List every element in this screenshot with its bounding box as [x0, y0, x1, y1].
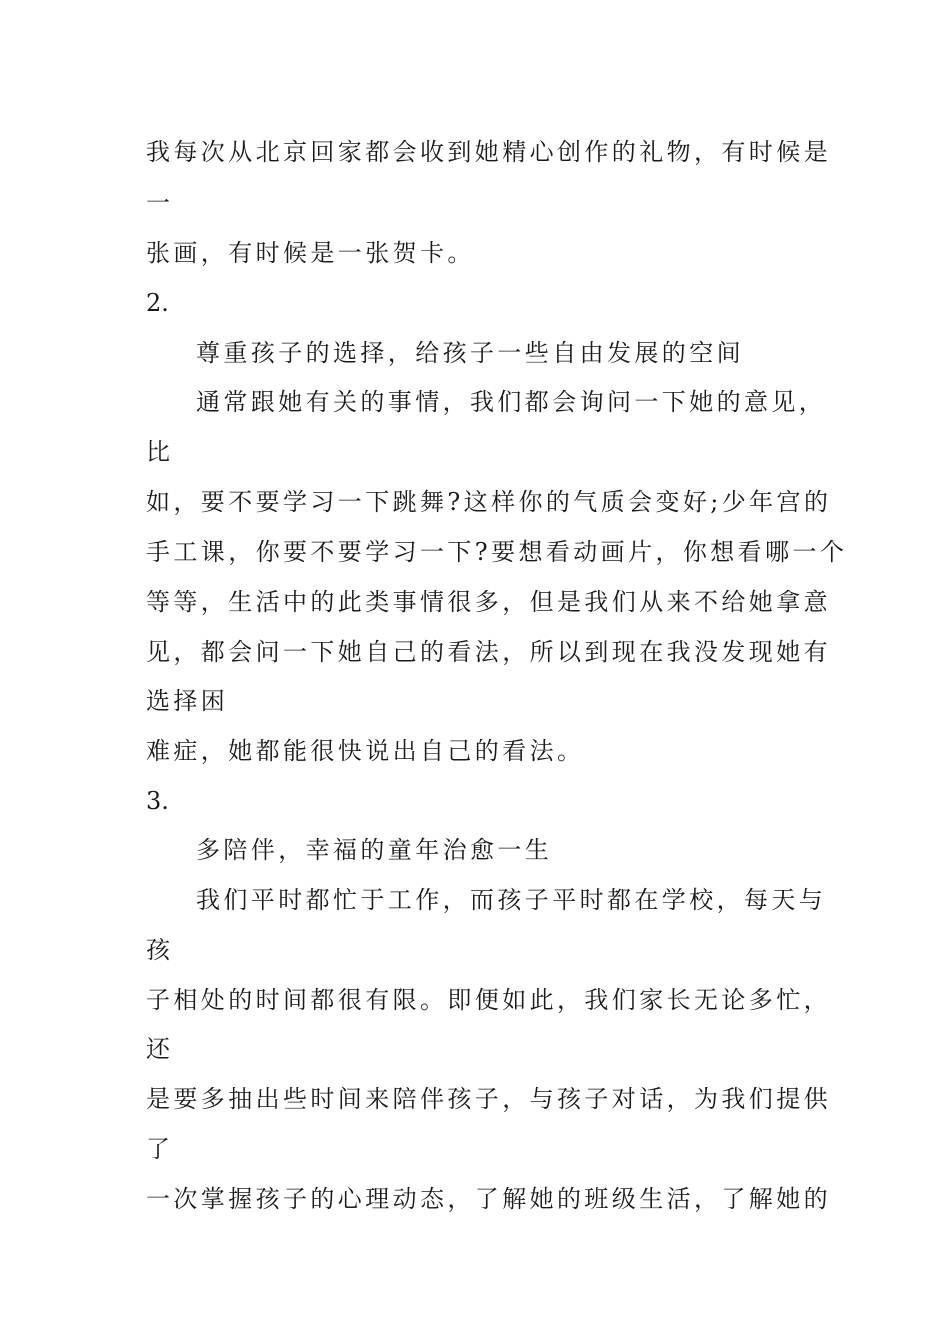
text-line: 选择困: [146, 687, 229, 715]
text-line: 子相处的时间都很有限。即便如此，我们家长无论多忙，: [146, 986, 831, 1014]
section-number: 3.: [146, 787, 169, 815]
section-heading: 尊重孩子的选择，给孩子一些自由发展的空间: [196, 339, 744, 367]
text-line: 手工课，你要不要学习一下?要想看动画片，你想看哪一个: [146, 538, 848, 566]
text-line: 还: [146, 1035, 174, 1063]
text-line: 等等，生活中的此类事情很多，但是我们从来不给她拿意: [146, 588, 831, 616]
text-line: 难症，她都能很快说出自己的看法。: [146, 737, 585, 765]
text-line: 是要多抽出些时间来陪伴孩子，与孩子对话，为我们提供: [146, 1085, 831, 1113]
text-line: 了: [146, 1135, 174, 1163]
paragraph-start: 我们平时都忙于工作，而孩子平时都在学校，每天与: [196, 886, 827, 914]
text-line: 一次掌握孩子的心理动态，了解她的班级生活，了解她的: [146, 1185, 831, 1213]
text-line: 张画，有时候是一张贺卡。: [146, 239, 475, 267]
text-line: 如，要不要学习一下跳舞?这样你的气质会变好;少年宫的: [146, 488, 832, 516]
text-line: 比: [146, 438, 174, 466]
section-number: 2.: [146, 289, 169, 317]
paragraph-start: 通常跟她有关的事情，我们都会询问一下她的意见，: [196, 388, 827, 416]
text-line: 见，都会问一下她自己的看法，所以到现在我没发现她有: [146, 638, 831, 666]
text-line: 我每次从北京回家都会收到她精心创作的礼物，有时候是: [146, 138, 831, 166]
section-heading: 多陪伴，幸福的童年治愈一生: [196, 836, 553, 864]
text-line: 孩: [146, 936, 174, 964]
text-line: 一: [146, 189, 174, 217]
